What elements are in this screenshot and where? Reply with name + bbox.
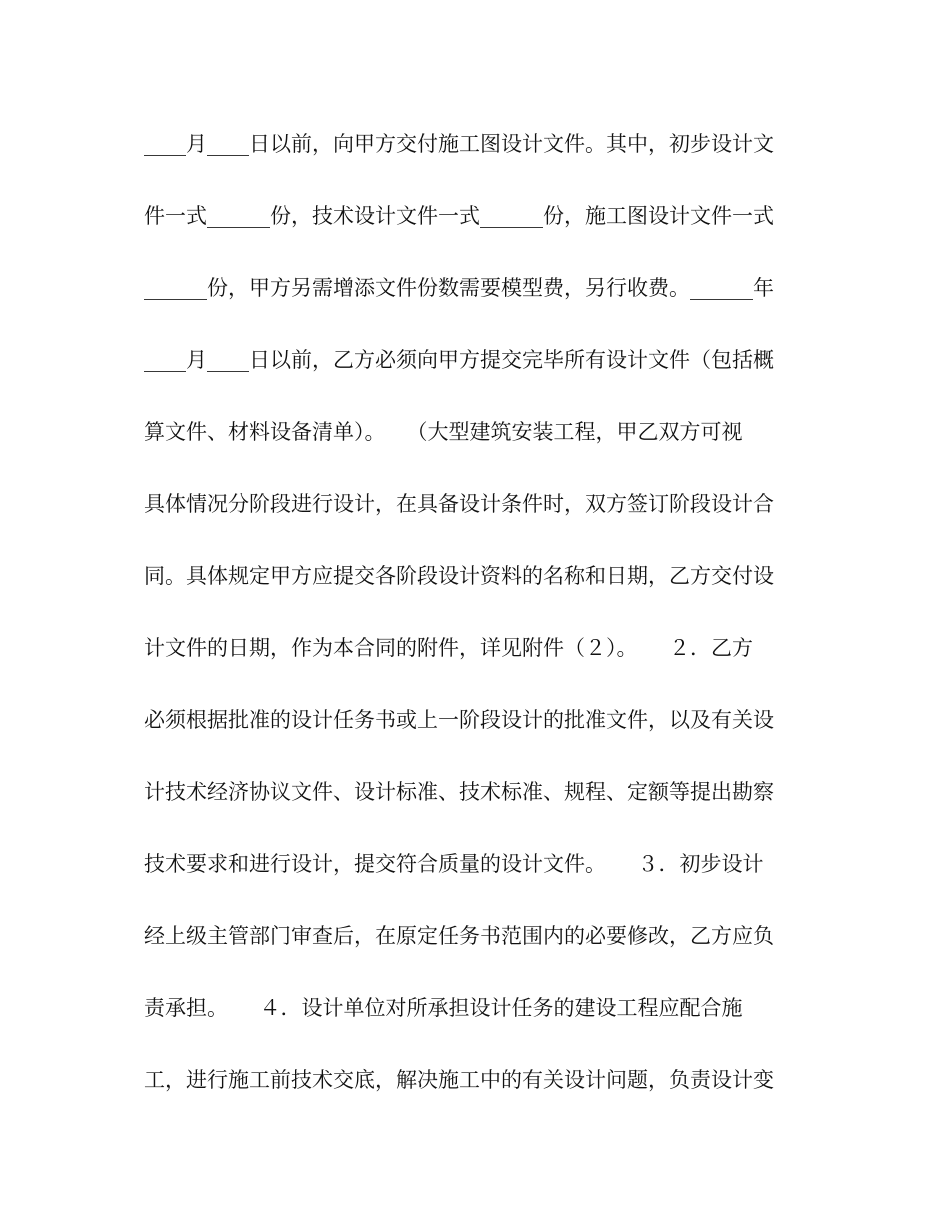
text-line-2: 件一式______份，技术设计文件一式______份，施工图设计文件一式 bbox=[144, 204, 774, 228]
text-line-11: 技术要求和进行设计，提交符合质量的设计文件。 ３．初步设计 bbox=[144, 852, 764, 876]
text-line-14: 工，进行施工前技术交底，解决施工中的有关设计问题，负责设计变 bbox=[144, 1068, 774, 1092]
text-line-13: 责承担。 ４．设计单位对所承担设计任务的建设工程应配合施 bbox=[144, 996, 743, 1020]
text-line-10: 计技术经济协议文件、设计标准、技术标准、规程、定额等提出勘察 bbox=[144, 780, 774, 804]
text-line-5: 算文件、材料设备清单）。 （大型建筑安装工程，甲乙双方可视 bbox=[144, 420, 743, 444]
text-line-3: ______份，甲方另需增添文件份数需要模型费，另行收费。______年 bbox=[144, 276, 774, 300]
text-line-8: 计文件的日期，作为本合同的附件，详见附件（２）。 ２．乙方 bbox=[144, 636, 753, 660]
text-line-4: ____月____日以前，乙方必须向甲方提交完毕所有设计文件（包括概 bbox=[144, 348, 774, 372]
text-line-1: ____月____日以前，向甲方交付施工图设计文件。其中，初步设计文 bbox=[144, 132, 774, 156]
text-line-12: 经上级主管部门审查后，在原定任务书范围内的必要修改，乙方应负 bbox=[144, 924, 774, 948]
text-line-7: 同。具体规定甲方应提交各阶段设计资料的名称和日期，乙方交付设 bbox=[144, 564, 774, 588]
text-line-6: 具体情况分阶段进行设计，在具备设计条件时，双方签订阶段设计合 bbox=[144, 492, 774, 516]
text-line-9: 必须根据批准的设计任务书或上一阶段设计的批准文件，以及有关设 bbox=[144, 708, 774, 732]
